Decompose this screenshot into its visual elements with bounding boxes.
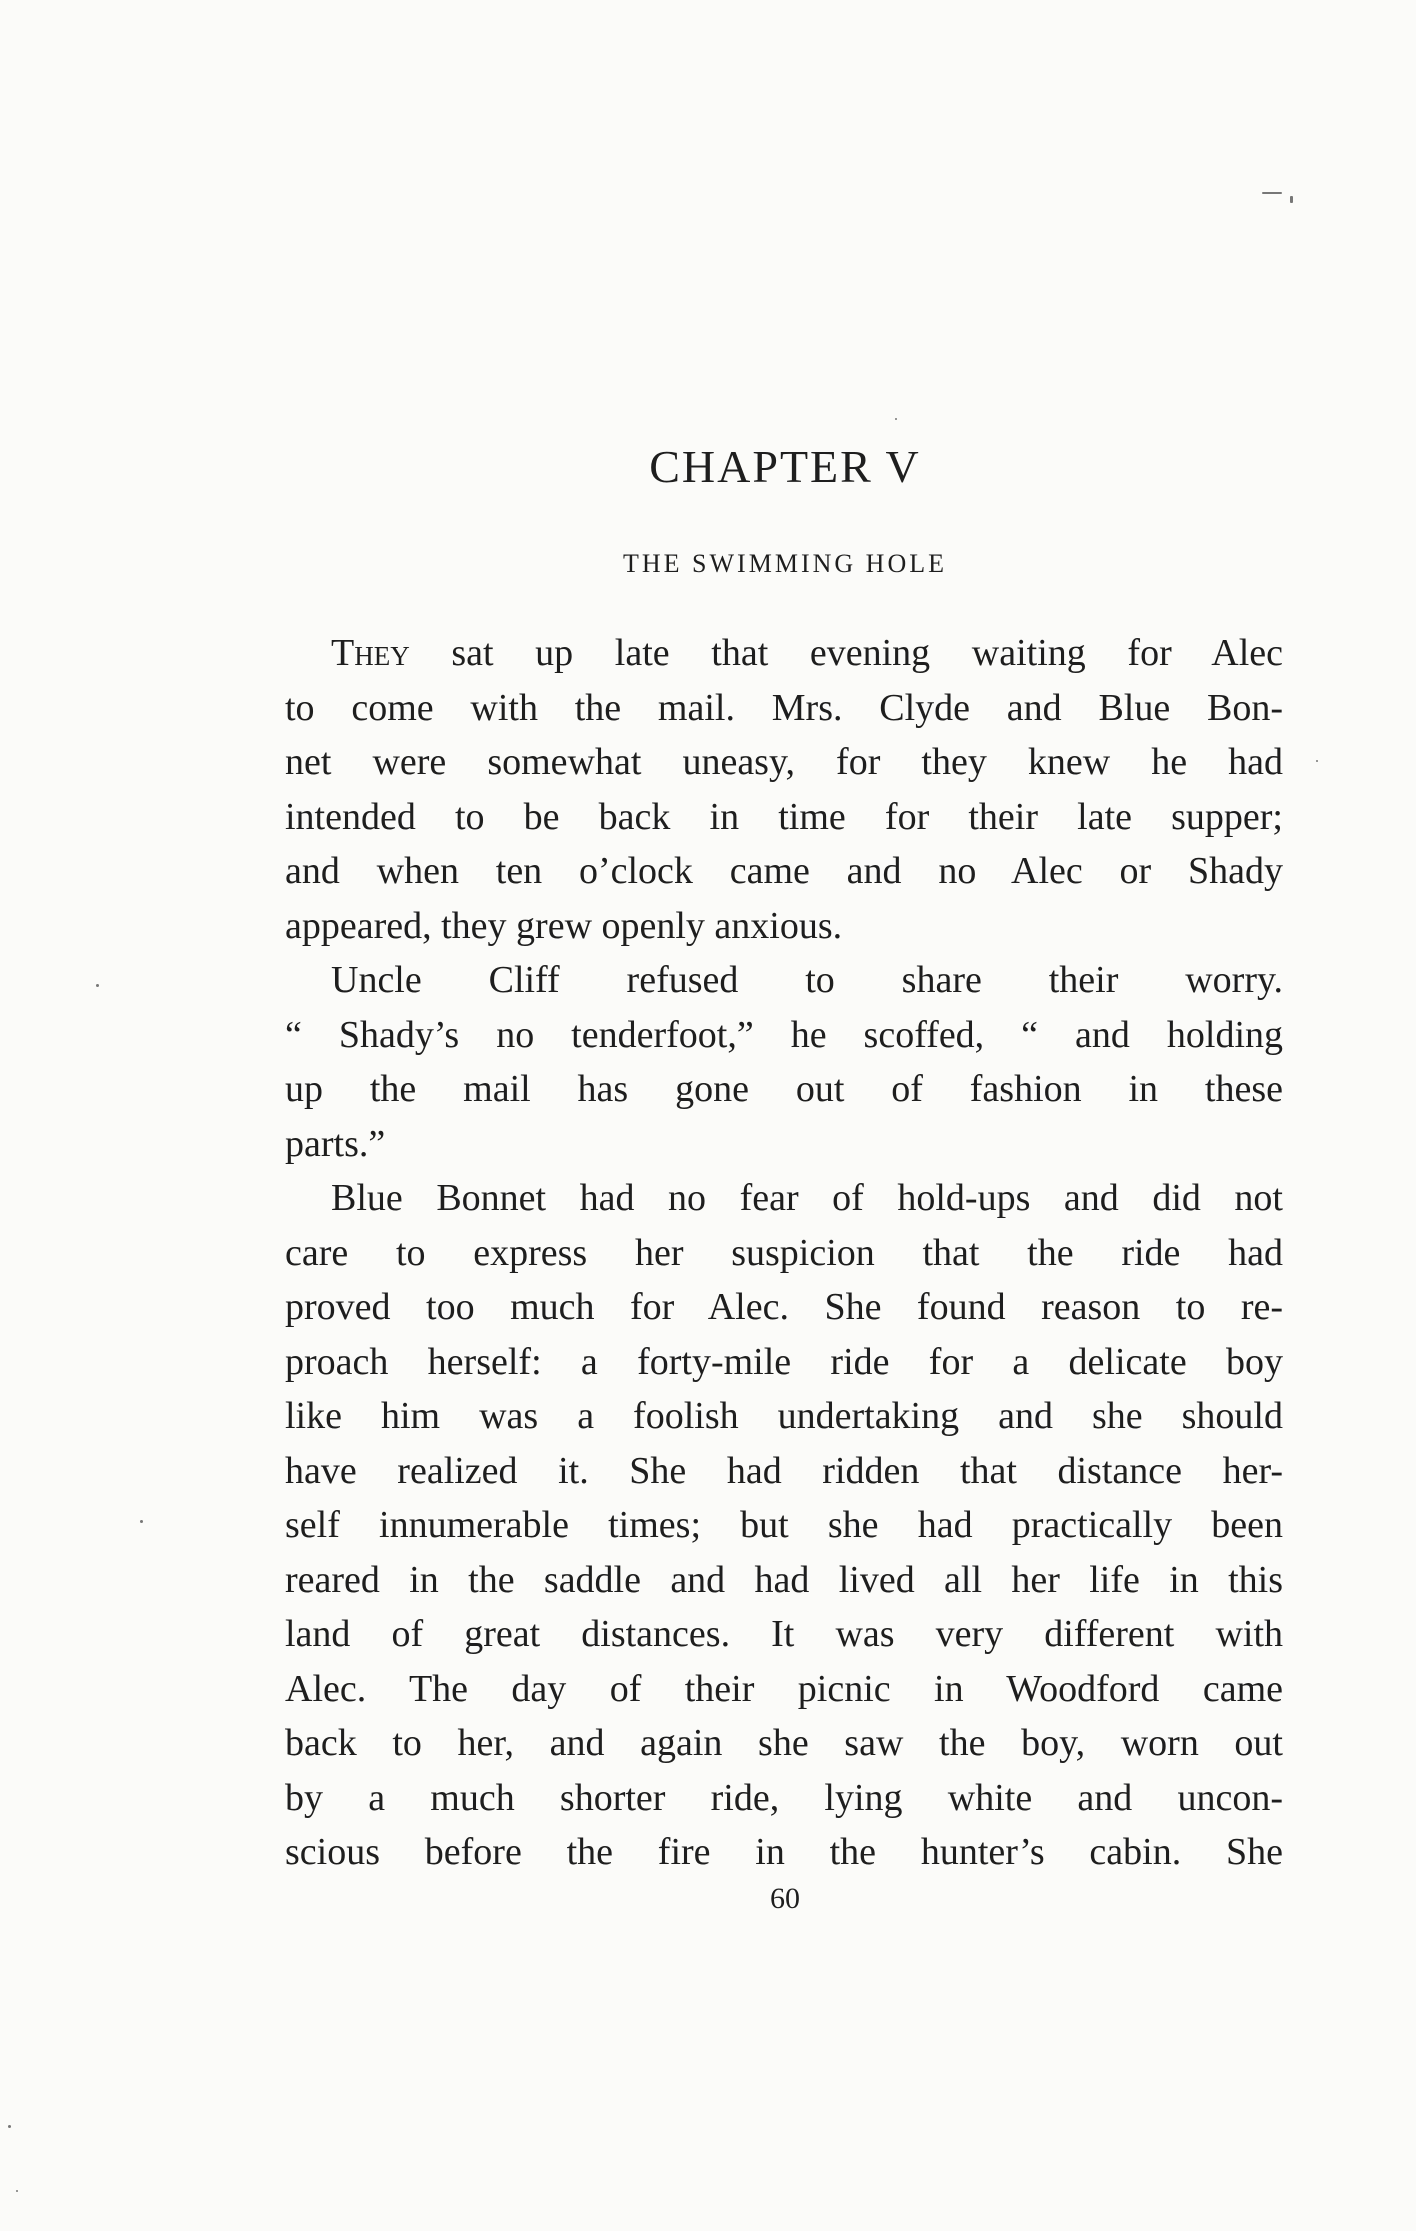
text-line: like him was a foolish undertaking and she should [285,1395,1283,1437]
chapter-heading: CHAPTER V [649,441,921,492]
text-line: care to express her suspicion that the ride had [285,1231,1283,1274]
text-line: land of great distances. It was very different with [285,1613,1283,1655]
scan-speck [96,984,99,987]
text-line: scious before the fire in the hunter’s cabin. She [285,1831,1283,1873]
text-line: proach herself: a forty-mile ride for a delicate boy [285,1340,1283,1383]
scan-speck [140,1520,143,1523]
scan-speck [1316,760,1318,762]
scan-speck [8,2125,11,2128]
text-line: self innumerable times; but she had practically been [285,1504,1283,1546]
scan-speck [895,418,897,420]
opening-word: They [331,632,410,674]
text-line: They sat up late that evening waiting for Alec [331,632,1283,674]
chapter-title: THE SWIMMING HOLE [623,549,947,578]
text-line: intended to be back in time for their late supper; [285,795,1283,838]
text-line: Alec. The day of their picnic in Woodford came [285,1667,1283,1710]
scan-speck [16,2190,18,2192]
text-line: reared in the saddle and had lived all her life in this [285,1558,1283,1601]
text-line: back to her, and again she saw the boy, worn out [285,1722,1283,1764]
scan-speck [1290,196,1293,203]
scan-speck [1262,192,1282,194]
text-line: Blue Bonnet had no fear of hold-ups and did not [331,1177,1283,1219]
text-line: net were somewhat uneasy, for they knew he had [285,741,1283,783]
body-text [285,626,1283,1880]
text-line: appeared, they grew openly anxious. [285,904,843,947]
text-line: proved too much for Alec. She found reason to re- [285,1286,1283,1328]
text-line: Uncle Cliff refused to share their worry. [331,959,1283,1001]
text-line: and when ten o’clock came and no Alec or Shady [285,850,1283,892]
text-line: have realized it. She had ridden that distance her- [285,1449,1283,1492]
page-number: 60 [770,1882,800,1915]
text-line: “ Shady’s no tenderfoot,” he scoffed, “ and holding [285,1013,1283,1056]
text-line: parts.” [285,1122,386,1165]
text-line: to come with the mail. Mrs. Clyde and Blue Bon- [285,686,1283,729]
text-line: by a much shorter ride, lying white and uncon- [285,1776,1283,1819]
text-line: up the mail has gone out of fashion in these [285,1068,1283,1110]
